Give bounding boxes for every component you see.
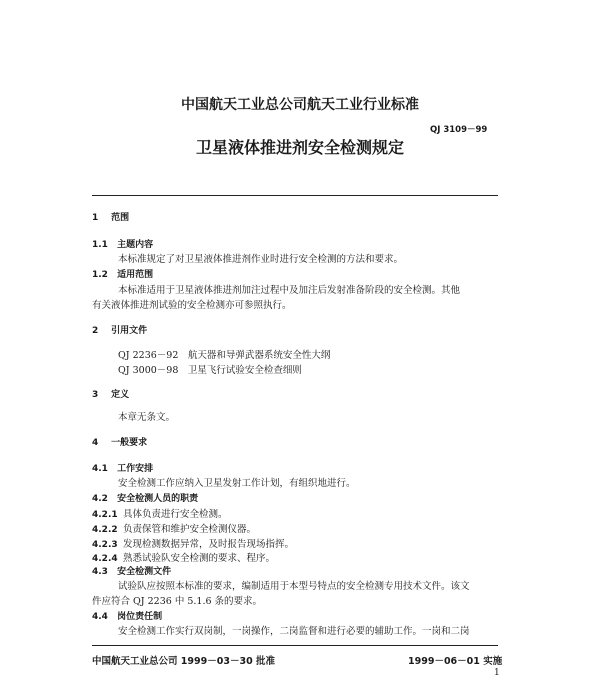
- clause-number: 4.2.1: [92, 510, 118, 520]
- section-4-4-text: 安全检测工作实行双岗制，一岗操作，二岗监督和进行必要的辅助工作。一岗和二岗: [118, 626, 470, 637]
- clause-number: 4.2.2: [92, 525, 118, 535]
- section-1-2-text-line2: 有关液体推进剂试验的安全检测亦可参照执行。: [92, 300, 292, 311]
- section-title: 一般要求: [111, 438, 148, 448]
- section-number: 1: [92, 213, 99, 223]
- section-title: 安全检测人员的职责: [117, 494, 199, 504]
- section-number: 1.1: [92, 240, 108, 250]
- standard-org-header: 中国航天工业总公司航天工业行业标准: [181, 97, 419, 113]
- section-1-2-heading: [92, 267, 153, 280]
- clause-number: 4.2.3: [92, 540, 118, 550]
- clause-number: 4.2.4: [92, 554, 118, 564]
- section-4-3-heading: [92, 564, 171, 577]
- section-4-2-3-row: [92, 536, 294, 550]
- section-4-4-heading: [92, 609, 162, 622]
- clause-text: 熟悉试验队安全检测的要求、程序。: [123, 553, 276, 564]
- section-title: 范围: [111, 213, 130, 223]
- section-2-heading: [92, 323, 147, 336]
- section-1-heading: [92, 210, 129, 223]
- section-4-3-text-line1: 试验队应按照本标准的要求，编制适用于本型号特点的安全检测专用技术文件。该文: [118, 581, 470, 592]
- page-number: 1: [494, 668, 500, 678]
- section-3-text: 本章无条文。: [118, 412, 176, 423]
- section-title: 主题内容: [117, 240, 154, 250]
- standard-code: QJ 3109－99: [430, 125, 488, 135]
- section-title: 适用范围: [117, 270, 154, 280]
- section-title: 引用文件: [111, 326, 148, 336]
- section-1-2-text-line1: 本标准适用于卫星液体推进剂加注过程中及加注后发射准备阶段的安全检测。其他: [118, 285, 461, 296]
- section-title: 定义: [111, 390, 130, 400]
- section-title: 工作安排: [117, 464, 154, 474]
- section-number: 4.3: [92, 567, 108, 577]
- footer-divider: [92, 645, 498, 646]
- section-1-1-heading: [92, 237, 153, 250]
- clause-text: 发现检测数据异常，及时报告现场指挥。: [123, 539, 295, 550]
- section-4-heading: [92, 435, 147, 448]
- section-4-2-2-row: [92, 521, 256, 535]
- section-number: 3: [92, 390, 99, 400]
- reference-item: QJ 2236－92 航天器和导弹武器系统安全性大纲: [118, 350, 331, 361]
- header-divider: [92, 195, 498, 196]
- section-title: 安全检测文件: [117, 567, 172, 577]
- section-4-2-4-row: [92, 550, 275, 564]
- section-1-1-text: 本标准规定了对卫星液体推进剂作业时进行安全检测的方法和要求。: [118, 254, 404, 265]
- reference-item: QJ 3000－98 卫星飞行试验安全检查细则: [118, 365, 302, 376]
- approval-date: 中国航天工业总公司 1999－03－30 批准: [92, 656, 275, 667]
- section-number: 2: [92, 326, 99, 336]
- section-4-1-text: 安全检测工作应纳入卫星发射工作计划，有组织地进行。: [118, 478, 356, 489]
- effective-date: 1999－06－01 实施: [408, 656, 503, 667]
- section-3-heading: [92, 387, 129, 400]
- section-title: 岗位责任制: [117, 612, 163, 622]
- section-4-2-heading: [92, 491, 198, 504]
- clause-text: 具体负责进行安全检测。: [123, 509, 228, 520]
- clause-text: 负责保管和维护安全检测仪器。: [123, 524, 257, 535]
- document-title: 卫星液体推进剂安全检测规定: [195, 138, 404, 157]
- section-number: 4.2: [92, 494, 108, 504]
- section-4-2-1-row: [92, 506, 228, 520]
- section-4-1-heading: [92, 461, 153, 474]
- section-4-3-text-line2: 件应符合 QJ 2236 中 5.1.6 条的要求。: [92, 596, 263, 607]
- section-number: 4: [92, 438, 99, 448]
- section-number: 4.1: [92, 464, 108, 474]
- section-number: 4.4: [92, 612, 108, 622]
- section-number: 1.2: [92, 270, 108, 280]
